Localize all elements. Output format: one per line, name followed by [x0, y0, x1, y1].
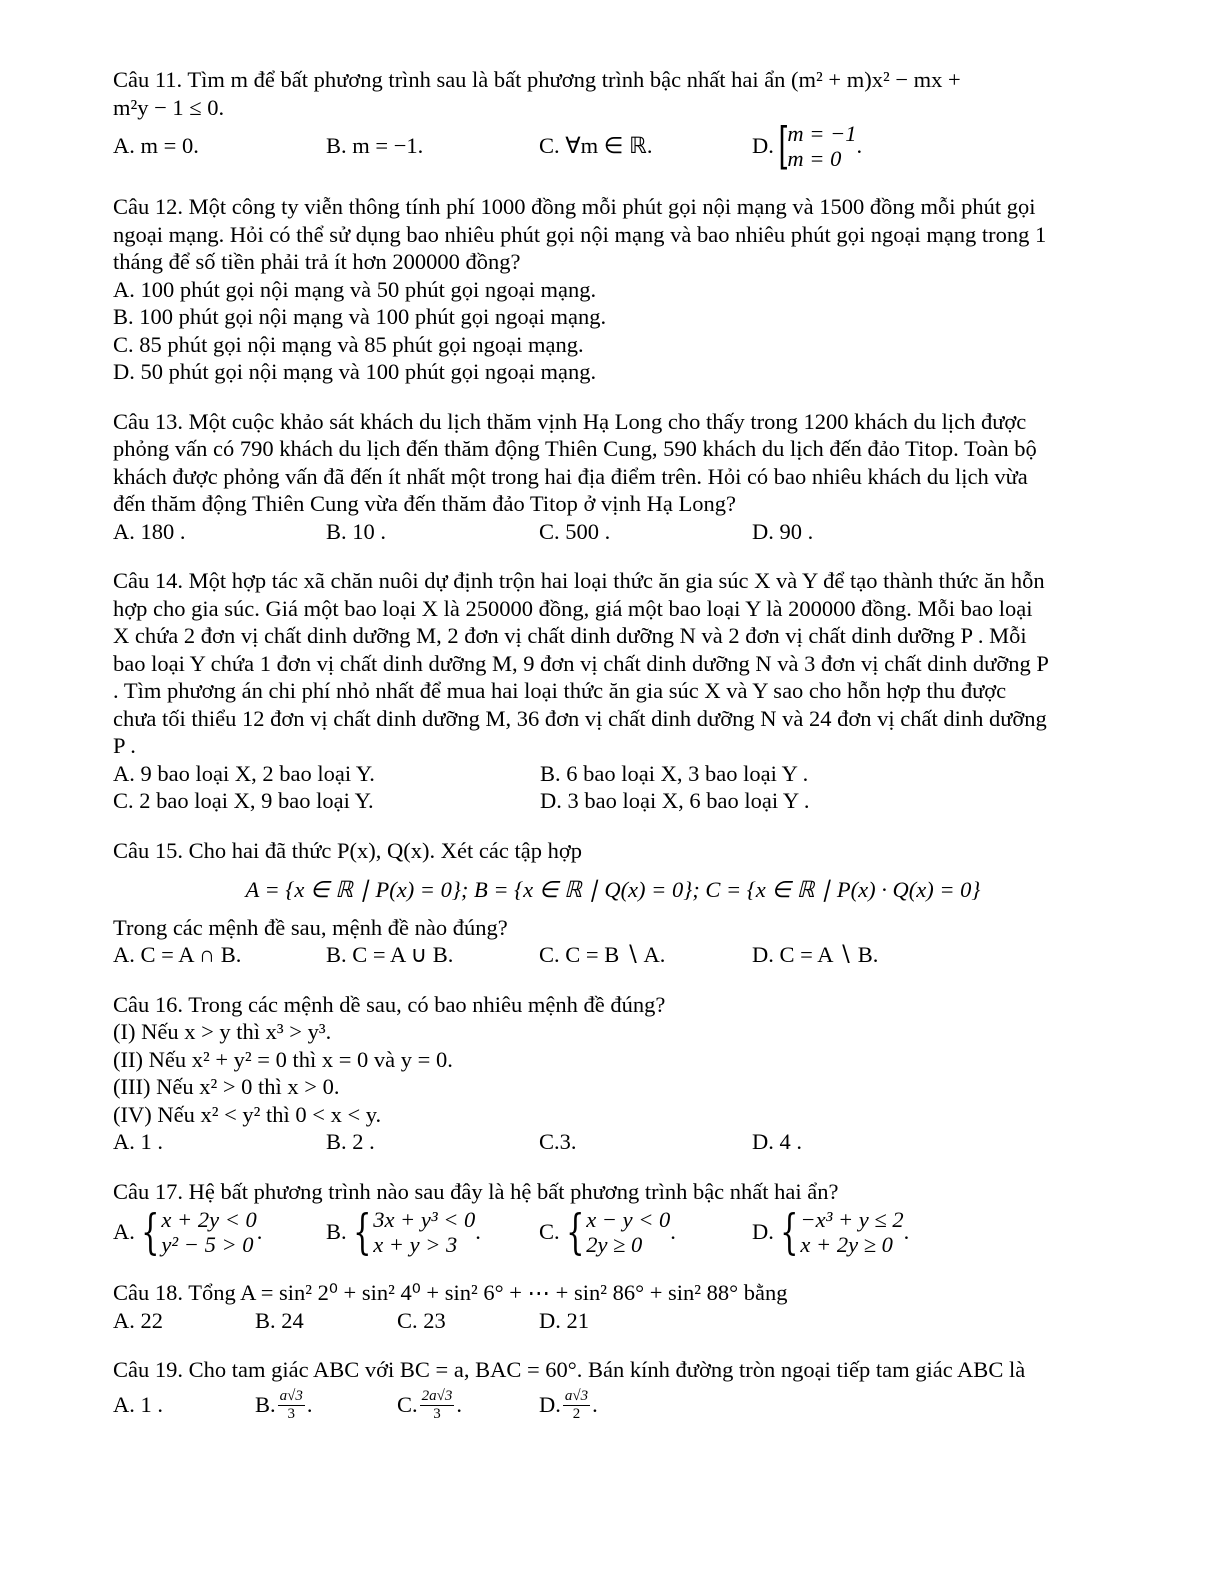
question-stem-line: P . [113, 733, 136, 758]
option-d[interactable]: D. 3 bao loại X, 6 bao loại Y . [540, 788, 810, 813]
option-c[interactable]: C.3. [539, 1129, 577, 1154]
option-b[interactable]: B. 10 . [326, 518, 387, 544]
option-d[interactable] [539, 1388, 598, 1423]
option-tail: . [592, 1392, 598, 1418]
fraction-denominator: 3 [433, 1405, 441, 1422]
question-11 [113, 66, 1113, 175]
answer-options [113, 1204, 1113, 1260]
set-definitions-formula: A = {x ∈ ℝ ∣ P(x) = 0}; B = {x ∈ ℝ ∣ Q(x) = 0}; C = {x ∈ ℝ ∣ P(x) · Q(x) = 0} [245, 877, 981, 902]
system-lines [787, 121, 856, 171]
option-tail: . [456, 1392, 462, 1418]
option-tail: . [475, 1219, 481, 1245]
system-lines [373, 1207, 475, 1257]
system-line: x + y > 3 [373, 1232, 458, 1257]
question-stem-line: ngoại mạng. Hỏi có thể sử dụng bao nhiêu phút gọi nội mạng và bao nhiêu phút gọi ngoại mạng trong 1 [113, 221, 1047, 247]
option-b[interactable] [326, 1204, 539, 1260]
option-b[interactable]: B. m = −1. [326, 133, 424, 159]
fraction [420, 1388, 455, 1423]
answer-options [113, 1128, 1113, 1156]
answer-options [113, 518, 1113, 546]
brace-symbol: { [352, 1204, 372, 1260]
option-d[interactable] [752, 117, 863, 175]
question-stem-line: phỏng vấn có 790 khách du lịch đến thăm động Thiên Cung, 590 khách du lịch đến đảo Titop. Toàn bộ [113, 436, 1037, 461]
inequality-system [560, 1204, 671, 1260]
statement-line: (III) Nếu x² > 0 thì x > 0. [113, 1074, 340, 1099]
answer-options-row-1 [113, 760, 1113, 788]
option-a[interactable] [113, 1204, 326, 1260]
option-label: A. [113, 1219, 135, 1245]
answer-options-row-2 [113, 787, 1113, 815]
option-b[interactable]: B. 100 phút gọi nội mạng và 100 phút gọi ngoại mạng. [113, 304, 607, 329]
option-c[interactable]: C. 23 [397, 1307, 446, 1333]
option-a[interactable]: A. m = 0. [113, 133, 199, 159]
system-line: m = −1 [787, 121, 857, 146]
question-15 [113, 837, 1113, 969]
question-14 [113, 567, 1113, 815]
option-c[interactable]: C. 85 phút gọi nội mạng và 85 phút gọi ngoại mạng. [113, 331, 584, 357]
question-13 [113, 408, 1113, 546]
option-c[interactable]: C. C = B ∖ A. [539, 942, 666, 967]
answer-options [113, 1388, 1113, 1423]
option-d[interactable] [752, 1204, 910, 1260]
option-c[interactable] [397, 1388, 539, 1423]
brace-symbol: { [140, 1204, 160, 1260]
question-stem-line: m²y − 1 ≤ 0. [113, 94, 225, 120]
option-b[interactable]: B. C = A ∪ B. [326, 942, 454, 967]
question-stem-line: Câu 16. Trong các mệnh dề sau, có bao nhiêu mệnh đề đúng? [113, 991, 666, 1017]
question-stem-line: Câu 18. Tổng A = sin² 2⁰ + sin² 4⁰ + sin² 6° + ⋯ + sin² 86° + sin² 88° bằng [113, 1280, 788, 1305]
option-c[interactable]: C. 500 . [539, 518, 611, 544]
inequality-system [135, 1204, 257, 1260]
system-line: 2y ≥ 0 [586, 1232, 643, 1257]
question-stem-line: bao loại Y chứa 1 đơn vị chất dinh dưỡng M, 9 đơn vị chất dinh dưỡng N và 3 đơn vị chất dinh dưỡng P [113, 650, 1049, 676]
question-stem-line: tháng để số tiền phải trả ít hơn 200000 đồng? [113, 249, 521, 274]
fraction-numerator: 2a√3 [421, 1387, 453, 1404]
bracket-system [774, 117, 857, 175]
answer-options [113, 117, 1113, 175]
option-tail: . [670, 1219, 676, 1245]
inequality-system [347, 1204, 476, 1260]
statement-line: (I) Nếu x > y thì x³ > y³. [113, 1019, 332, 1044]
question-stem-line: khách được phỏng vấn đã đến ít nhất một trong hai địa điểm trên. Hỏi có bao nhiêu khách du lịch vừa [113, 463, 1028, 489]
fraction [563, 1388, 590, 1423]
option-d[interactable]: D. 4 . [752, 1129, 802, 1154]
option-a[interactable]: A. 22 [113, 1307, 163, 1333]
option-a[interactable]: A. 1 . [113, 1392, 163, 1418]
option-d[interactable]: D. C = A ∖ B. [752, 942, 879, 967]
system-line: x + 2y < 0 [161, 1207, 257, 1232]
option-c[interactable]: C. 2 bao loại X, 9 bao loại Y. [113, 788, 374, 813]
option-label: C. [397, 1392, 418, 1418]
system-lines [800, 1207, 903, 1257]
answer-options [113, 1307, 1113, 1335]
inequality-system [774, 1204, 904, 1260]
option-a[interactable]: A. 9 bao loại X, 2 bao loại Y. [113, 760, 375, 786]
system-line: −x³ + y ≤ 2 [800, 1207, 904, 1232]
option-label: C. [539, 1219, 560, 1245]
question-stem-line: . Tìm phương án chi phí nhỏ nhất để mua hai loại thức ăn gia súc X và Y sao cho hỗn hợp thu được [113, 678, 1007, 703]
brace-symbol: { [565, 1204, 585, 1260]
question-17 [113, 1178, 1113, 1258]
answer-options [113, 941, 1113, 969]
question-stem-line: Câu 13. Một cuộc khảo sát khách du lịch thăm vịnh Hạ Long cho thấy trong 1200 khách du lịch được [113, 408, 1027, 434]
option-a[interactable]: A. 1 . [113, 1129, 163, 1154]
option-d[interactable]: D. 90 . [752, 518, 814, 544]
question-stem-line: X chứa 2 đơn vị chất dinh dưỡng M, 2 đơn vị chất dinh dưỡng N và 2 đơn vị chất dinh dưỡng P . Mỗi [113, 623, 1027, 648]
option-a[interactable]: A. C = A ∩ B. [113, 942, 242, 967]
fraction-denominator: 3 [287, 1405, 295, 1422]
option-label: B. [326, 1219, 347, 1245]
option-label: B. [255, 1392, 276, 1418]
question-18 [113, 1279, 1113, 1334]
fraction [278, 1388, 305, 1423]
option-a[interactable]: A. 180 . [113, 518, 186, 544]
option-label: D. [752, 1219, 774, 1245]
question-stem-line: hợp cho gia súc. Giá một bao loại X là 250000 đồng, giá một bao loại Y là 200000 đồng. Mỗi bao loại [113, 595, 1033, 621]
question-stem-line: Câu 12. Một công ty viễn thông tính phí 1000 đồng mỗi phút gọi nội mạng và 1500 đồng mỗi phút gọi [113, 194, 1036, 219]
question-stem-line: Câu 17. Hệ bất phương trình nào sau đây là hệ bất phương trình bậc nhất hai ẩn? [113, 1178, 839, 1204]
option-d-label: D. [752, 133, 774, 159]
option-d[interactable]: D. 50 phút gọi nội mạng và 100 phút gọi ngoại mạng. [113, 359, 597, 384]
option-d[interactable]: D. 21 [539, 1307, 589, 1333]
fraction-numerator: a√3 [279, 1387, 303, 1404]
fraction-denominator: 2 [572, 1405, 581, 1422]
option-tail: . [903, 1219, 910, 1245]
option-b[interactable]: B. 2 . [326, 1129, 375, 1154]
system-line: y² − 5 > 0 [161, 1232, 254, 1257]
system-line: m = 0 [787, 146, 842, 171]
bracket-symbol: [ [778, 117, 789, 175]
option-c[interactable] [539, 1204, 752, 1260]
question-12 [113, 193, 1113, 386]
system-line: x + 2y ≥ 0 [800, 1232, 893, 1257]
option-c[interactable]: C. ∀m ∈ ℝ. [539, 133, 653, 159]
system-line: x − y < 0 [586, 1207, 671, 1232]
question-16 [113, 991, 1113, 1156]
option-label: D. [539, 1392, 561, 1418]
statement-line: (IV) Nếu x² < y² thì 0 < x < y. [113, 1101, 382, 1127]
brace-symbol: { [779, 1204, 799, 1260]
question-stem-line: Câu 15. Cho hai đã thức P(x), Q(x). Xét các tập hợp [113, 837, 582, 863]
statement-line: (II) Nếu x² + y² = 0 thì x = 0 và y = 0. [113, 1046, 453, 1072]
system-lines [161, 1207, 256, 1257]
fraction-numerator: a√3 [564, 1387, 589, 1404]
system-lines [586, 1207, 670, 1257]
option-b[interactable] [255, 1388, 397, 1423]
question-stem-line: đến thăm động Thiên Cung vừa đến thăm đảo Titop ở vịnh Hạ Long? [113, 491, 736, 516]
question-stem-line: Câu 14. Một hợp tác xã chăn nuôi dự định trộn hai loại thức ăn gia súc X và Y để tạo thành thức ăn hỗn [113, 568, 1045, 593]
option-b[interactable]: B. 6 bao loại X, 3 bao loại Y . [540, 760, 809, 786]
question-19 [113, 1356, 1113, 1423]
question-stem-line: Câu 19. Cho tam giác ABC với BC = a, BAC = 60°. Bán kính đường tròn ngoại tiếp tam giác ABC là [113, 1357, 1026, 1382]
option-tail: . [256, 1219, 263, 1245]
option-b[interactable]: B. 24 [255, 1307, 304, 1333]
option-d-tail: . [856, 133, 863, 159]
option-a[interactable]: A. 100 phút gọi nội mạng và 50 phút gọi ngoại mạng. [113, 276, 597, 302]
question-stem-line: chưa tối thiểu 12 đơn vị chất dinh dưỡng M, 36 đơn vị chất dinh dưỡng N và 24 đơn vị chất dinh dưỡng [113, 705, 1047, 731]
question-stem-line: Câu 11. Tìm m để bất phương trình sau là bất phương trình bậc nhất hai ẩn (m² + m)x² − mx + [113, 67, 961, 92]
system-line: 3x + y³ < 0 [373, 1207, 476, 1232]
question-stem-line: Trong các mệnh đề sau, mệnh đề nào đúng? [113, 914, 508, 940]
option-tail: . [306, 1392, 313, 1418]
exam-page [113, 66, 1113, 1445]
